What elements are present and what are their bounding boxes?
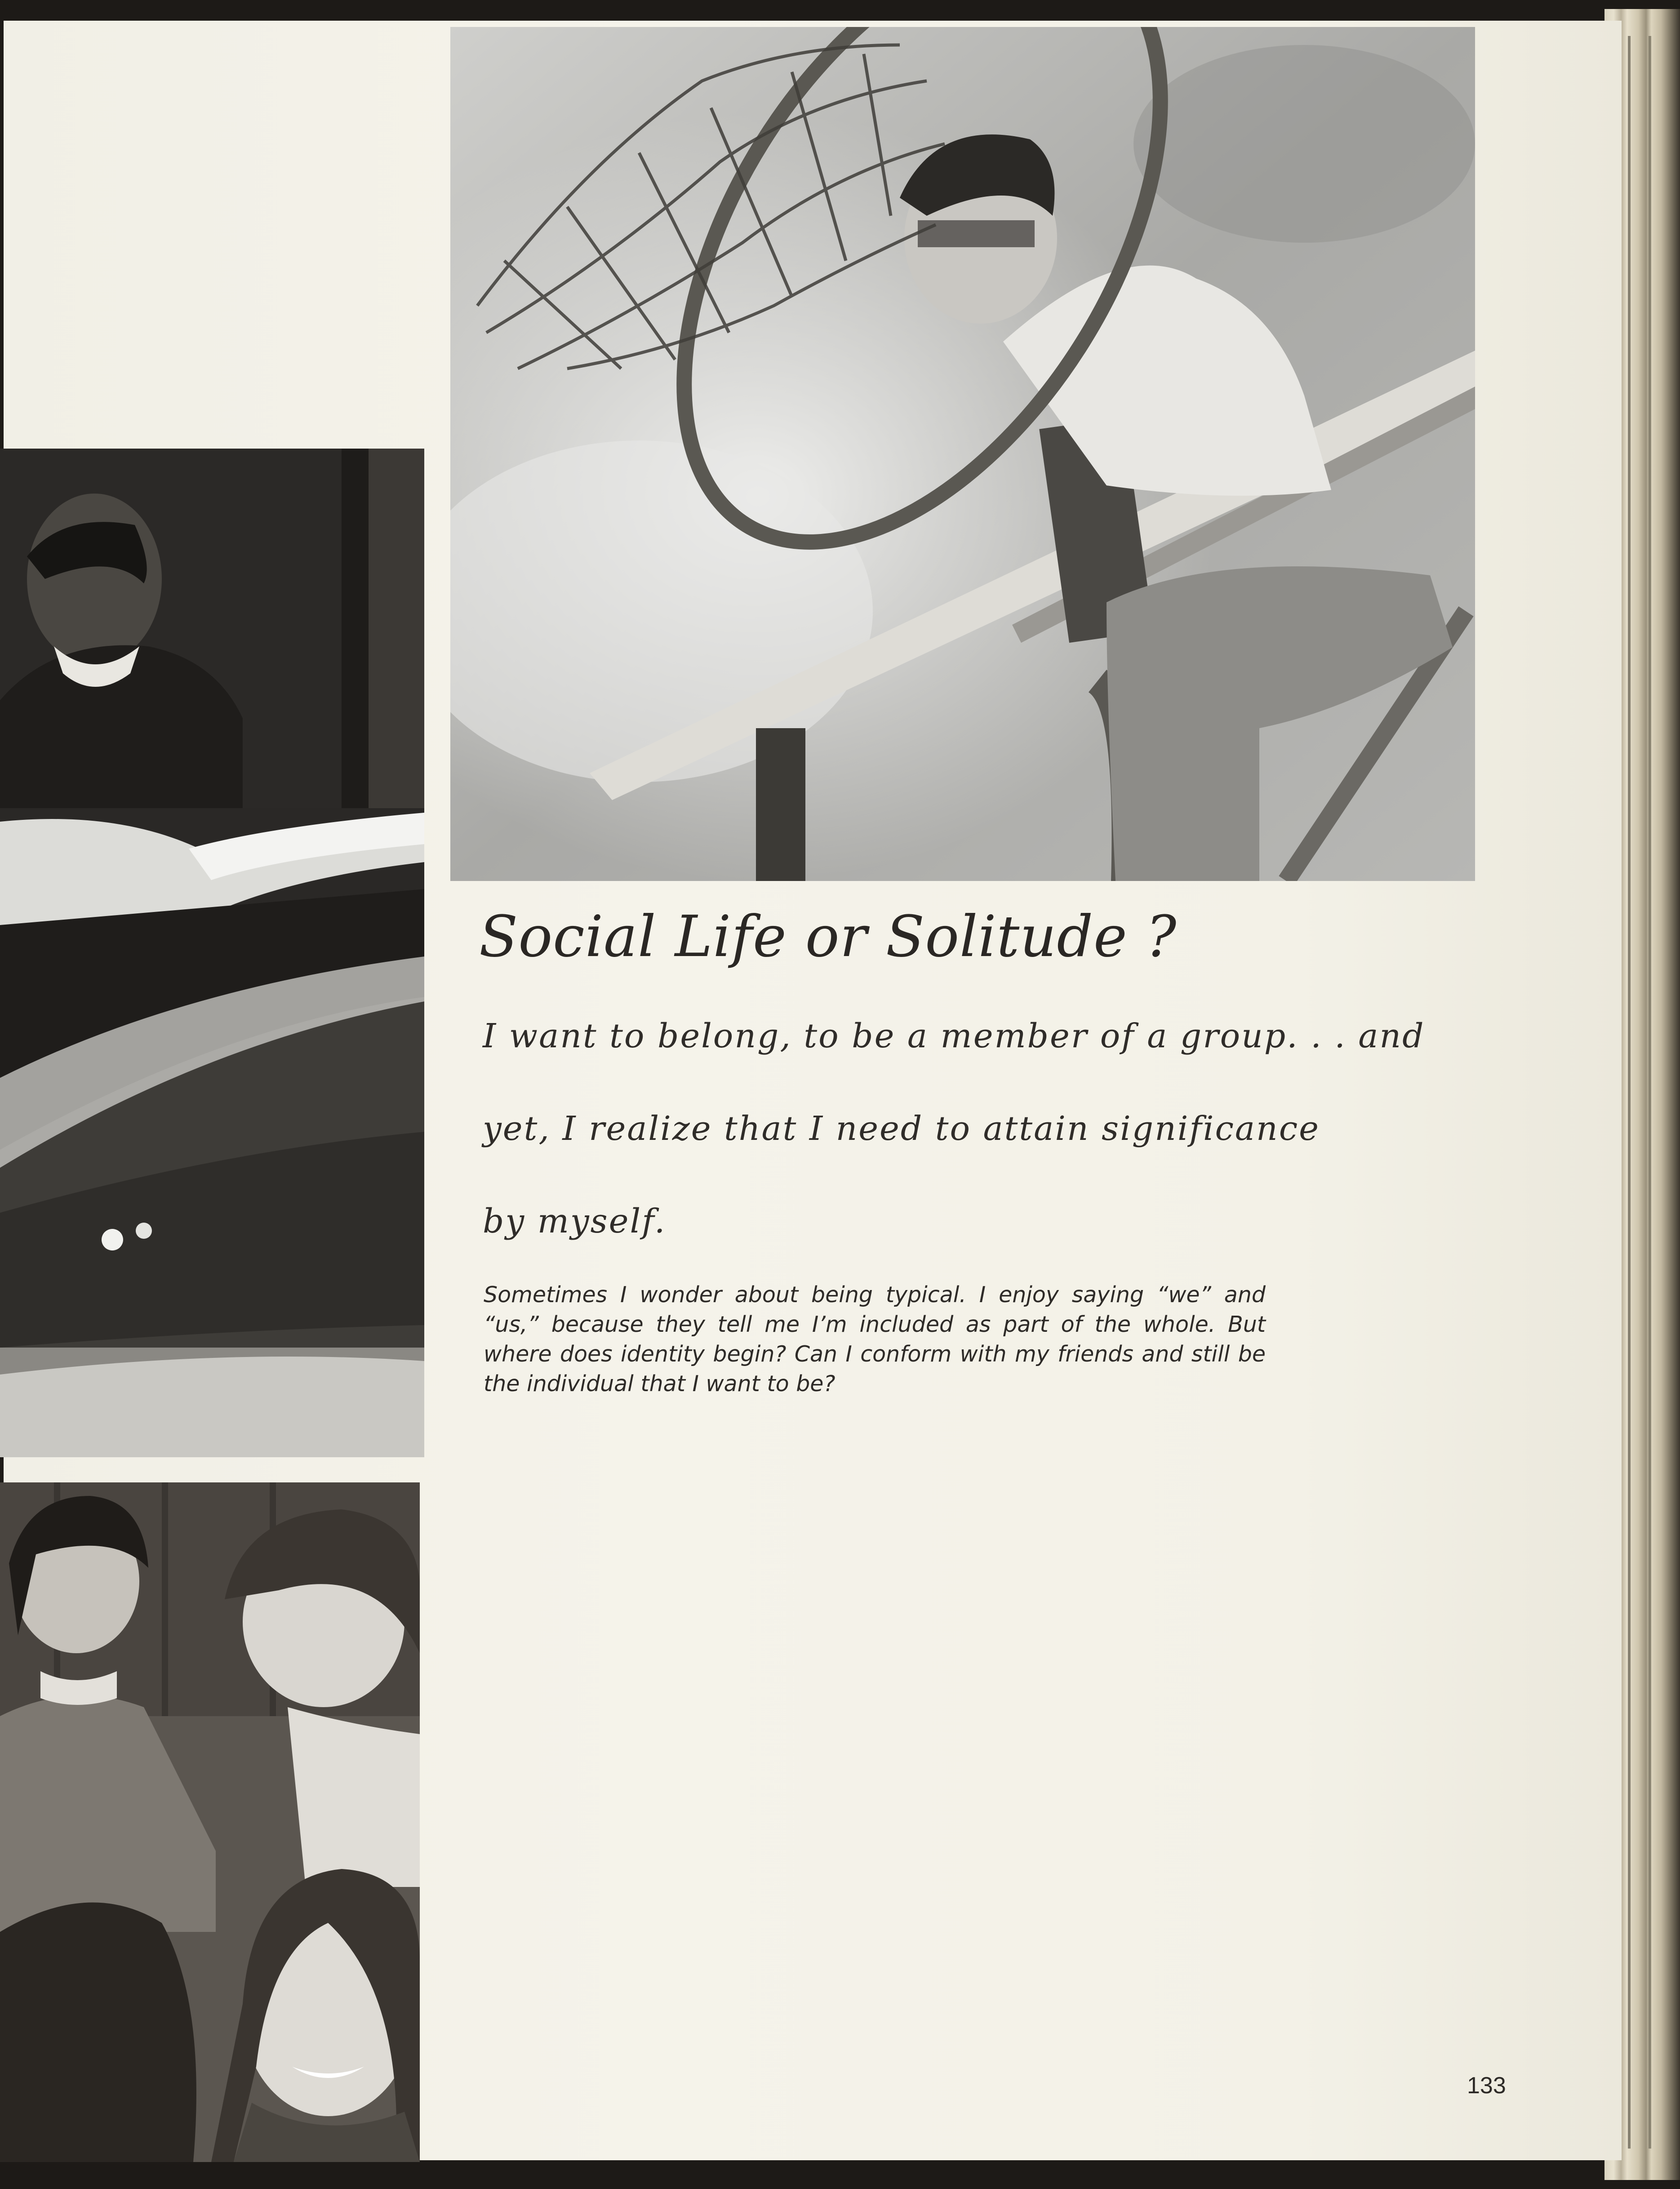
car-photo-illustration — [0, 808, 424, 1457]
page-edge-line — [1628, 36, 1631, 2149]
page-edge-line — [1649, 36, 1651, 2149]
photo-boy-portrait — [0, 449, 424, 808]
lead-line-1: I want to belong, to be a member of a group. . . and — [483, 1017, 1425, 1055]
girls-photo-illustration — [0, 1482, 420, 2162]
hoop-photo-illustration — [450, 27, 1475, 881]
page-number: 133 — [1467, 2073, 1506, 2099]
lead-line-3: by myself. — [483, 1202, 667, 1241]
photo-boy-on-basketball-hoop — [450, 27, 1475, 881]
photo-group-of-girls — [0, 1482, 420, 2162]
boy-photo-illustration — [0, 449, 424, 808]
photo-car-detail — [0, 808, 424, 1457]
body-paragraph: Sometimes I wonder about being typical. I enjoy saying “we” and “us,” because they tell me I’m included as part of the whole. But where does identity begin? Can I conform with my friends and still be the individual that I want to be? — [484, 1282, 1266, 1397]
page-title: Social Life or Solitude ? — [479, 903, 1177, 970]
lead-line-2: yet, I realize that I need to attain significance — [483, 1109, 1320, 1148]
